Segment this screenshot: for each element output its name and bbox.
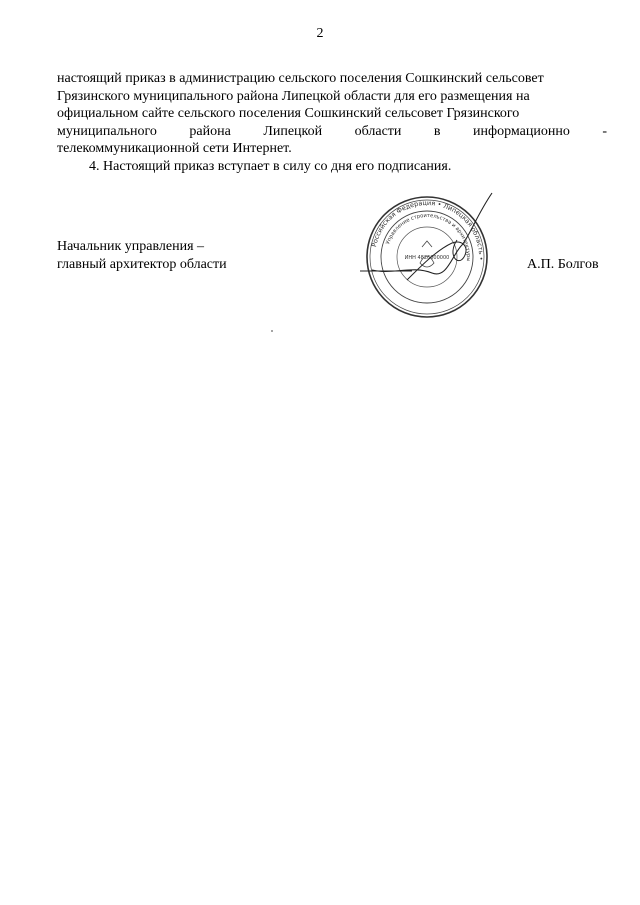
signer-title-line-2: главный архитектор области bbox=[57, 256, 227, 272]
signer-title-line-1: Начальник управления – bbox=[57, 239, 205, 254]
signer-name: А.П. Болгов bbox=[527, 257, 599, 272]
svg-text:Российская Федерация • Липецка: Российская Федерация • Липецкая область • bbox=[370, 198, 486, 261]
svg-text:Управление строительства и арх: Управление строительства и архитектуры bbox=[385, 212, 472, 262]
body-line: муниципального района Липецкой области в информационно - bbox=[57, 123, 607, 139]
svg-text:ИНН 4826000000: ИНН 4826000000 bbox=[404, 255, 450, 261]
body-line: Грязинского муниципального района Липецкой области для его размещения на bbox=[57, 88, 530, 104]
signer-title bbox=[57, 238, 227, 273]
paragraph-effective-date: 4. Настоящий приказ вступает в силу со дня его подписания. bbox=[89, 158, 452, 174]
page-number: 2 bbox=[316, 26, 324, 41]
scan-speck bbox=[271, 330, 273, 332]
body-line: официальном сайте сельского поселения Сошкинский сельсовет Грязинского bbox=[57, 106, 520, 121]
body-line: настоящий приказ в администрацию сельского поселения Сошкинский сельсовет bbox=[57, 71, 544, 86]
document-body bbox=[57, 70, 607, 175]
official-seal-with-signature bbox=[352, 185, 502, 330]
body-line: телекоммуникационной сети Интернет. bbox=[57, 141, 292, 156]
